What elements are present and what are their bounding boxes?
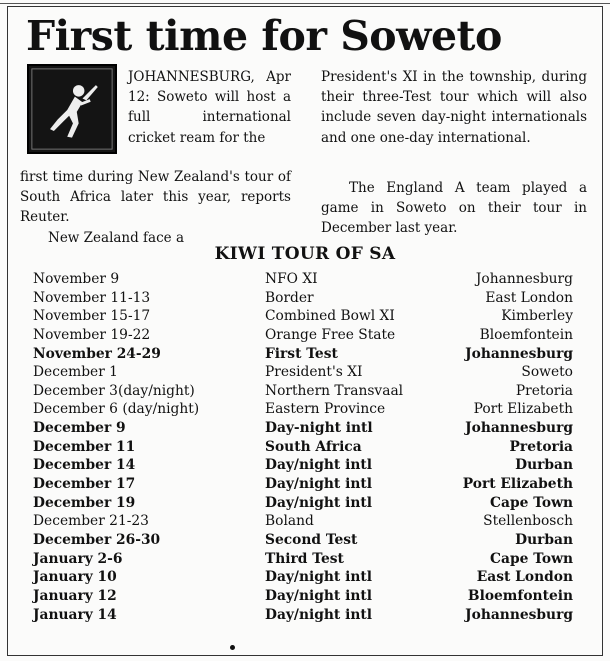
fixture-opponent: Day/night intl bbox=[265, 606, 372, 623]
fixture-opponent: First Test bbox=[265, 345, 338, 362]
fixture-opponent: Day/night intl bbox=[265, 476, 372, 493]
fixture-opponent: Day/night intl bbox=[265, 494, 372, 511]
fixture-date: November 19-22 bbox=[33, 326, 151, 343]
fixture-date: December 1 bbox=[33, 364, 118, 381]
fixture-row bbox=[33, 270, 573, 289]
fixture-row bbox=[33, 456, 573, 475]
fixture-date: December 11 bbox=[33, 438, 136, 455]
fixture-venue: Pretoria bbox=[515, 382, 573, 399]
story-column-2: President's XI in the township, during their three-Test tour which will also include seven day-night internationals and one one-day international. bbox=[321, 69, 587, 146]
fixture-venue: Port Elizabeth bbox=[462, 476, 573, 493]
fixtures-title: KIWI TOUR OF SA bbox=[214, 244, 396, 264]
fixture-opponent: Day/night intl bbox=[265, 569, 372, 586]
fixture-row bbox=[33, 345, 573, 364]
fixture-row bbox=[33, 307, 573, 326]
fixture-date: January 10 bbox=[33, 569, 117, 586]
print-dot bbox=[230, 645, 235, 650]
cricket-batsman-icon bbox=[27, 64, 117, 154]
fixture-date: November 11-13 bbox=[33, 289, 151, 306]
fixture-venue: Port Elizabeth bbox=[473, 401, 573, 418]
fixture-venue: Johannesburg bbox=[465, 606, 573, 623]
fixture-venue: Johannesburg bbox=[465, 345, 573, 362]
fixture-opponent: Day-night intl bbox=[265, 420, 373, 437]
headline: First time for Soweto bbox=[26, 12, 502, 60]
fixture-venue: Kimberley bbox=[501, 308, 573, 325]
fixture-opponent: Combined Bowl XI bbox=[265, 308, 395, 325]
fixture-row bbox=[33, 568, 573, 587]
fixture-row bbox=[33, 550, 573, 569]
story-column-1: JOHANNESBURG, Apr 12: Soweto will host a full international cricket ream for the bbox=[128, 69, 291, 146]
fixture-opponent: Day/night intl bbox=[265, 457, 372, 474]
fixture-date: January 14 bbox=[33, 606, 117, 623]
fixture-row bbox=[33, 438, 573, 457]
fixture-date: November 15-17 bbox=[33, 308, 151, 325]
fixture-opponent: President's XI bbox=[265, 364, 363, 381]
fixture-date: December 17 bbox=[33, 476, 136, 493]
fixture-opponent: NFO XI bbox=[265, 271, 318, 287]
story-paragraph-2: New Zealand face a bbox=[48, 229, 184, 246]
fixture-venue: Durban bbox=[515, 457, 573, 474]
fixture-opponent: Day/night intl bbox=[265, 587, 372, 604]
story-column-2-paragraph: The England A team played a game in Soweto on their tour in December last year. bbox=[321, 180, 587, 237]
story-column-1-continued bbox=[20, 167, 291, 248]
fixture-opponent: Boland bbox=[265, 513, 314, 530]
fixture-opponent: Northern Transvaal bbox=[265, 382, 404, 399]
fixture-opponent: Eastern Province bbox=[265, 401, 386, 418]
fixture-date: December 9 bbox=[33, 420, 126, 437]
fixture-date: January 2-6 bbox=[33, 550, 123, 567]
fixture-row bbox=[33, 531, 573, 550]
fixture-date: December 6 (day/night) bbox=[33, 401, 200, 418]
fixture-venue: Cape Town bbox=[490, 494, 573, 511]
fixture-venue: Durban bbox=[515, 531, 573, 548]
fixture-row bbox=[33, 326, 573, 345]
fixture-venue: East London bbox=[485, 289, 573, 306]
fixture-date: December 3(day/night) bbox=[33, 382, 195, 399]
fixture-row bbox=[33, 587, 573, 606]
fixture-date: December 19 bbox=[33, 494, 136, 511]
fixture-opponent: Orange Free State bbox=[265, 326, 396, 343]
fixture-row bbox=[33, 419, 573, 438]
fixture-venue: Pretoria bbox=[509, 438, 573, 455]
fixture-date: January 12 bbox=[33, 587, 117, 604]
fixture-row bbox=[33, 382, 573, 401]
fixture-row bbox=[33, 475, 573, 494]
fixtures-table bbox=[33, 270, 573, 624]
fixture-venue: Johannesburg bbox=[475, 271, 573, 287]
fixture-row bbox=[33, 363, 573, 382]
fixture-venue: Stellenbosch bbox=[483, 513, 573, 530]
fixture-opponent: Border bbox=[265, 289, 314, 306]
fixture-opponent: South Africa bbox=[265, 438, 362, 455]
top-rule bbox=[0, 0, 610, 4]
fixture-row bbox=[33, 289, 573, 308]
fixture-date: December 14 bbox=[33, 457, 136, 474]
fixture-venue: Johannesburg bbox=[465, 420, 573, 437]
fixture-row bbox=[33, 400, 573, 419]
fixture-row bbox=[33, 512, 573, 531]
fixture-date: November 9 bbox=[33, 271, 120, 287]
story-text: first time during New Zealand's tour of South Africa later this year, reports Reuter. bbox=[20, 169, 291, 226]
fixture-opponent: Third Test bbox=[265, 550, 344, 567]
fixture-date: December 21-23 bbox=[33, 513, 149, 530]
fixture-row bbox=[33, 606, 573, 625]
fixture-venue: Bloemfontein bbox=[479, 326, 573, 343]
fixture-opponent: Second Test bbox=[265, 531, 358, 548]
fixture-venue: Cape Town bbox=[490, 550, 573, 567]
fixture-venue: Bloemfontein bbox=[467, 587, 573, 604]
fixture-row bbox=[33, 494, 573, 513]
fixture-date: November 24-29 bbox=[33, 345, 161, 362]
fixture-venue: East London bbox=[476, 569, 573, 586]
fixture-date: December 26-30 bbox=[33, 531, 161, 548]
fixture-venue: Soweto bbox=[521, 364, 573, 381]
